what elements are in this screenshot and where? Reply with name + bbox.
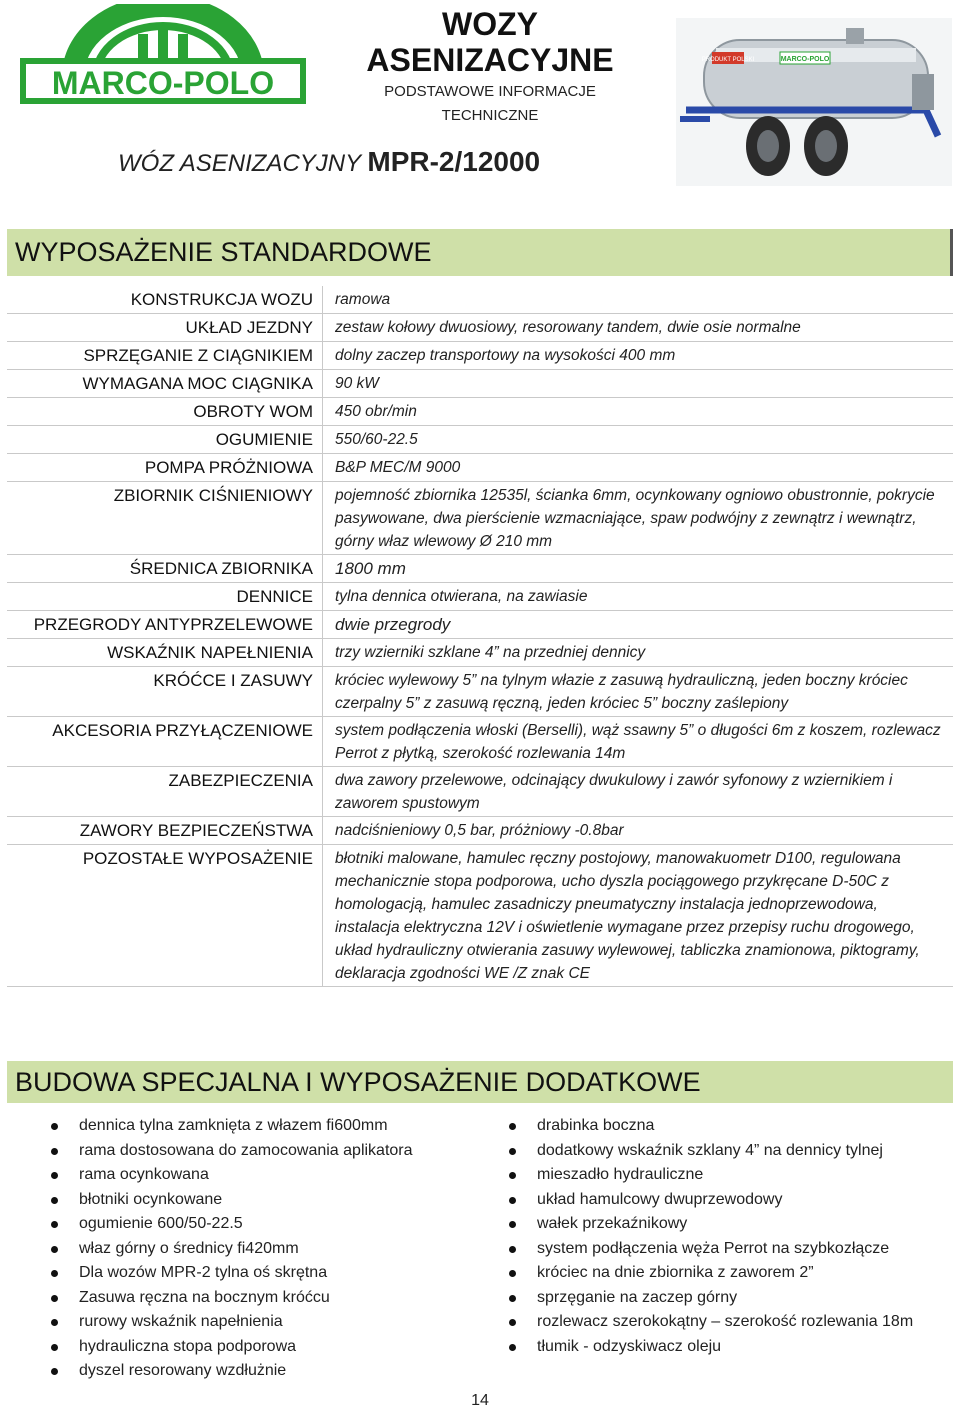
list-item: hydrauliczna stopa podporowa bbox=[51, 1335, 413, 1360]
spec-row bbox=[7, 398, 953, 426]
spec-row bbox=[7, 845, 953, 987]
spec-row bbox=[7, 454, 953, 482]
spec-value: nadciśnieniowy 0,5 bar, próżniowy -0.8bar bbox=[322, 817, 953, 844]
list-item: Dla wozów MPR-2 tylna oś skrętna bbox=[51, 1261, 413, 1286]
spec-row bbox=[7, 639, 953, 667]
spec-label: POZOSTAŁE WYPOSAŻENIE bbox=[82, 849, 313, 868]
optional-equipment-heading: BUDOWA SPECJALNA I WYPOSAŻENIE DODATKOWE bbox=[7, 1061, 953, 1103]
spec-value: 90 kW bbox=[322, 370, 953, 397]
spec-row bbox=[7, 717, 953, 767]
spec-label: OGUMIENIE bbox=[215, 430, 313, 449]
subtitle-line-2: TECHNICZNE bbox=[441, 107, 539, 124]
spec-label: OBROTY WOM bbox=[193, 402, 313, 421]
spec-value: pojemność zbiornika 12535l, ścianka 6mm, ocynkowany ogniowo obustronnie, pokrycie pasywowane, dwa pierścienie wzmacniające, spaw podwójny z zewnątrz i wewnątrz, górny właz wlewowy Ø 210 mm bbox=[322, 482, 953, 554]
spec-label: ŚREDNICA ZBIORNIKA bbox=[129, 559, 313, 578]
list-item: tłumik - odzyskiwacz oleju bbox=[509, 1335, 913, 1360]
model-name: MPR-2/12000 bbox=[367, 146, 541, 177]
spec-value: B&P MEC/M 9000 bbox=[322, 454, 953, 481]
spec-value: króciec wylewowy 5” na tylnym włazie z zasuwą hydrauliczną, jeden boczny króciec czerpalny 5” z zasuwą ręczną, jeden króciec 5” boczny zaślepiony bbox=[322, 667, 953, 716]
spec-row bbox=[7, 426, 953, 454]
spec-label: WYMAGANA MOC CIĄGNIKA bbox=[82, 374, 313, 393]
list-item: rurowy wskaźnik napełnienia bbox=[51, 1310, 413, 1335]
list-item: króciec na dnie zbiornika z zaworem 2” bbox=[509, 1261, 913, 1286]
title-line-2: ASENIZACYJNE bbox=[366, 42, 614, 78]
spec-label: ZAWORY BEZPIECZEŃSTWA bbox=[79, 821, 313, 840]
model-prefix: WÓZ ASENIZACYJNY bbox=[118, 150, 361, 177]
optional-list-left bbox=[51, 1114, 413, 1384]
tank-decal-left: PRODUKT POLSKI bbox=[701, 57, 755, 63]
spec-label: POMPA PRÓŻNIOWA bbox=[144, 458, 313, 477]
spec-label: ZBIORNIK CIŚNIENIOWY bbox=[113, 486, 313, 505]
title-block bbox=[360, 6, 620, 128]
spec-value: zestaw kołowy dwuosiowy, resorowany tandem, dwie osie normalne bbox=[322, 314, 953, 341]
spec-row bbox=[7, 817, 953, 845]
spec-label: DENNICE bbox=[236, 587, 313, 606]
list-item: Zasuwa ręczna na bocznym króćcu bbox=[51, 1286, 413, 1311]
tanker-photo bbox=[676, 18, 952, 186]
spec-row bbox=[7, 667, 953, 717]
spec-value: 550/60-22.5 bbox=[322, 426, 953, 453]
subtitle-line-1: PODSTAWOWE INFORMACJE bbox=[384, 83, 596, 100]
spec-label: AKCESORIA PRZYŁĄCZENIOWE bbox=[52, 721, 313, 740]
spec-label: PRZEGRODY ANTYPRZELEWOWE bbox=[33, 615, 313, 634]
list-item: wałek przekaźnikowy bbox=[509, 1212, 913, 1237]
list-item: dyszel resorowany wzdłużnie bbox=[51, 1359, 413, 1384]
spec-row bbox=[7, 342, 953, 370]
spec-label: WSKAŹNIK NAPEŁNIENIA bbox=[107, 643, 313, 662]
spec-row bbox=[7, 370, 953, 398]
spec-row bbox=[7, 555, 953, 583]
spec-value: dwie przegrody bbox=[322, 611, 953, 638]
spec-label: UKŁAD JEZDNY bbox=[185, 318, 313, 337]
spec-label: SPRZĘGANIE Z CIĄGNIKIEM bbox=[83, 346, 313, 365]
spec-label: ZABEZPIECZENIA bbox=[168, 771, 313, 790]
list-item: ogumienie 600/50-22.5 bbox=[51, 1212, 413, 1237]
list-item: układ hamulcowy dwuprzewodowy bbox=[509, 1188, 913, 1213]
optional-list-right bbox=[509, 1114, 913, 1359]
list-item: mieszadło hydrauliczne bbox=[509, 1163, 913, 1188]
list-item: rozlewacz szerokokątny – szerokość rozlewania 18m bbox=[509, 1310, 913, 1335]
spec-row bbox=[7, 482, 953, 555]
spec-value: błotniki malowane, hamulec ręczny postojowy, manowakuometr D100, regulowana mechanicznie stopa podporowa, ucho dyszla pociągowego przykręcane D-50C z homologacją, hamulec zasadniczy pneumatyczny instalacja jednoprzewodowa, instalacja elektryczna 12V i oświetlenie wymagane przez przepisy ruchu drogowego, układ hydrauliczny otwierania zasuwy wylewowej, tabliczka znamionowa, piktogramy, deklaracja zgodności WE /Z znak CE bbox=[322, 845, 953, 986]
page-number: 14 bbox=[471, 1392, 489, 1409]
logo-text: MARCO-POLO bbox=[51, 65, 275, 101]
list-item: sprzęganie na zaczep górny bbox=[509, 1286, 913, 1311]
spec-value: trzy wzierniki szklane 4” na przedniej dennicy bbox=[322, 639, 953, 666]
list-item: właz górny o średnicy fi420mm bbox=[51, 1237, 413, 1262]
spec-row bbox=[7, 314, 953, 342]
spec-row bbox=[7, 583, 953, 611]
list-item: drabinka boczna bbox=[509, 1114, 913, 1139]
spec-value: system podłączenia włoski (Berselli), wąż ssawny 5” o długości 6m z koszem, rozlewacz Perrot z płytką, szerokość rozlewania 14m bbox=[322, 717, 953, 766]
spec-value: 1800 mm bbox=[322, 555, 953, 582]
spec-label: KONSTRUKCJA WOZU bbox=[130, 290, 313, 309]
list-item: dodatkowy wskaźnik szklany 4” na dennicy tylnej bbox=[509, 1139, 913, 1164]
spec-value: tylna dennica otwierana, na zawiasie bbox=[322, 583, 953, 610]
list-item: dennica tylna zamknięta z włazem fi600mm bbox=[51, 1114, 413, 1139]
model-title bbox=[118, 146, 540, 178]
spec-value: ramowa bbox=[322, 286, 953, 313]
spec-value: 450 obr/min bbox=[322, 398, 953, 425]
list-item: rama ocynkowana bbox=[51, 1163, 413, 1188]
list-item: system podłączenia węża Perrot na szybkozłącze bbox=[509, 1237, 913, 1262]
list-item: rama dostosowana do zamocowania aplikatora bbox=[51, 1139, 413, 1164]
spec-value: dwa zawory przelewowe, odcinający dwukulowy i zawór syfonowy z wziernikiem i zaworem spustowym bbox=[322, 767, 953, 816]
standard-equipment-heading: WYPOSAŻENIE STANDARDOWE bbox=[7, 229, 953, 276]
title-line-1: WOZY bbox=[442, 6, 538, 42]
spec-value: dolny zaczep transportowy na wysokości 400 mm bbox=[322, 342, 953, 369]
spec-table bbox=[7, 286, 953, 987]
spec-row bbox=[7, 767, 953, 817]
tank-decal-right: MARCO-POLO bbox=[780, 56, 830, 63]
spec-row bbox=[7, 286, 953, 314]
list-item: błotniki ocynkowane bbox=[51, 1188, 413, 1213]
spec-label: KRÓĆCE I ZASUWY bbox=[153, 671, 313, 690]
spec-row bbox=[7, 611, 953, 639]
marco-polo-logo bbox=[18, 4, 308, 124]
